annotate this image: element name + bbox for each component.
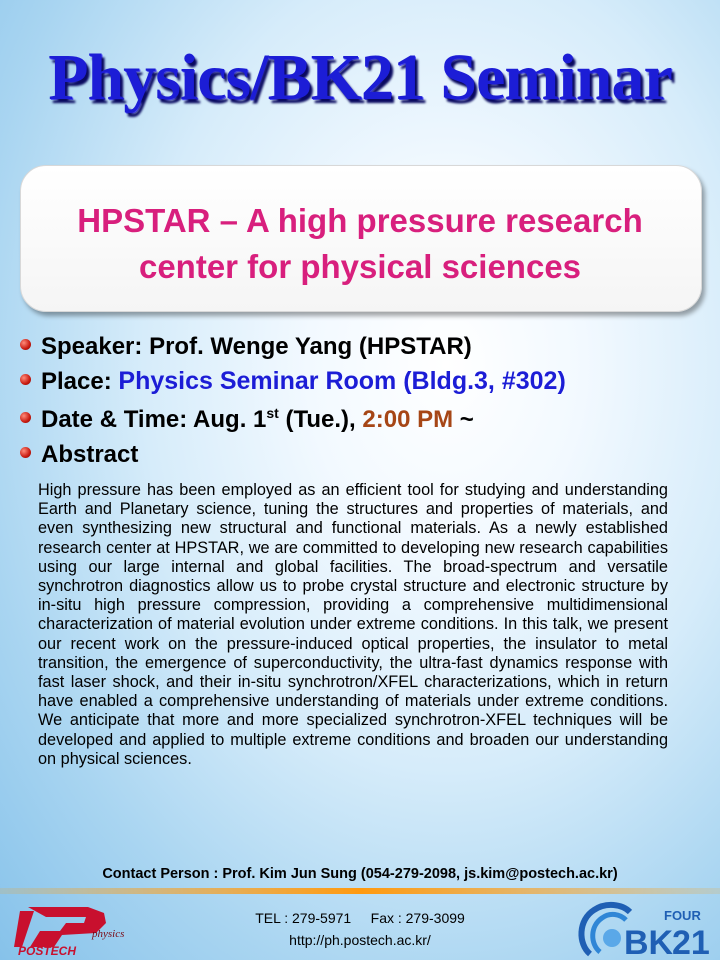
footer-url[interactable]: http://ph.postech.ac.kr/ bbox=[289, 932, 431, 948]
place-label: Place: bbox=[41, 368, 112, 395]
datetime-label: Date & Time: bbox=[41, 406, 188, 433]
bk-text: BK bbox=[624, 924, 674, 960]
seminar-title: Physics/BK21 Seminar bbox=[48, 41, 672, 114]
datetime-time: 2:00 PM bbox=[362, 406, 454, 433]
place-line bbox=[20, 367, 566, 396]
bullet-dot-icon bbox=[20, 447, 31, 458]
abstract-heading-line bbox=[20, 441, 138, 469]
talk-title-line-1: HPSTAR – A high pressure research bbox=[77, 202, 643, 239]
footer-tel: TEL : 279-5971 bbox=[255, 910, 352, 926]
speaker-value: Prof. Wenge Yang (HPSTAR) bbox=[149, 333, 472, 360]
bk-four-text: FOUR bbox=[664, 908, 701, 923]
datetime-tilde: ~ bbox=[459, 406, 474, 433]
datetime-line bbox=[20, 405, 474, 434]
speaker-label: Speaker: bbox=[41, 333, 143, 360]
contact-person: Contact Person : Prof. Kim Jun Sung (054-279-2098, js.kim@postech.ac.kr) bbox=[102, 866, 618, 882]
talk-title bbox=[20, 198, 700, 290]
datetime-date: Aug. 1 bbox=[193, 406, 267, 433]
talk-title-line-2: center for physical sciences bbox=[138, 248, 582, 285]
abstract-heading: Abstract bbox=[41, 441, 139, 468]
datetime-day: (Tue.), bbox=[278, 406, 356, 433]
bk21-four-logo bbox=[576, 900, 710, 960]
postech-wordmark: POSTECH bbox=[18, 944, 77, 958]
footer-divider bbox=[0, 888, 720, 894]
postech-physics-logo bbox=[14, 903, 126, 958]
bullet-dot-icon bbox=[20, 339, 31, 350]
postech-physics-text: physics bbox=[92, 928, 125, 940]
footer-fax: Fax : 279-3099 bbox=[370, 910, 465, 926]
bullet-dot-icon bbox=[20, 412, 31, 423]
bullet-dot-icon bbox=[20, 374, 31, 385]
abstract-text: High pressure has been employed as an efficient tool for studying and understanding Earth and Planetary science, tuning the structures and properties of materials, and even synthesizing new structural and functional materials. As a newly established research center at HPSTAR, we are committed to developing new research capabilities using our large internal and global facilities. The broad-spectrum and versatile synchrotron diagnostics allow us to probe crystal structure and electronic structure by in-situ high pressure compression, providing a comprehensive multidimensional characterization of material evolution under extreme conditions. In this talk, we present our recent work on the pressure-induced optical properties, the insulator to metal transition, the emergence of superconductivity, the ultra-fast dynamics response with fast laser shock, and their in-situ synchrotron/XFEL characterizations, which in return have enabled a comprehensive understanding of materials under extreme conditions. We anticipate that more and more specialized synchrotron-XFEL techniques will be developed and applied to multiple extreme conditions and broaden our understanding on physical sciences. bbox=[38, 481, 668, 768]
place-value: Physics Seminar Room (Bldg.3, #302) bbox=[118, 367, 566, 395]
speaker-line bbox=[20, 333, 472, 361]
bk-21-text: 21 bbox=[672, 924, 710, 960]
datetime-ordinal: st bbox=[266, 405, 279, 421]
